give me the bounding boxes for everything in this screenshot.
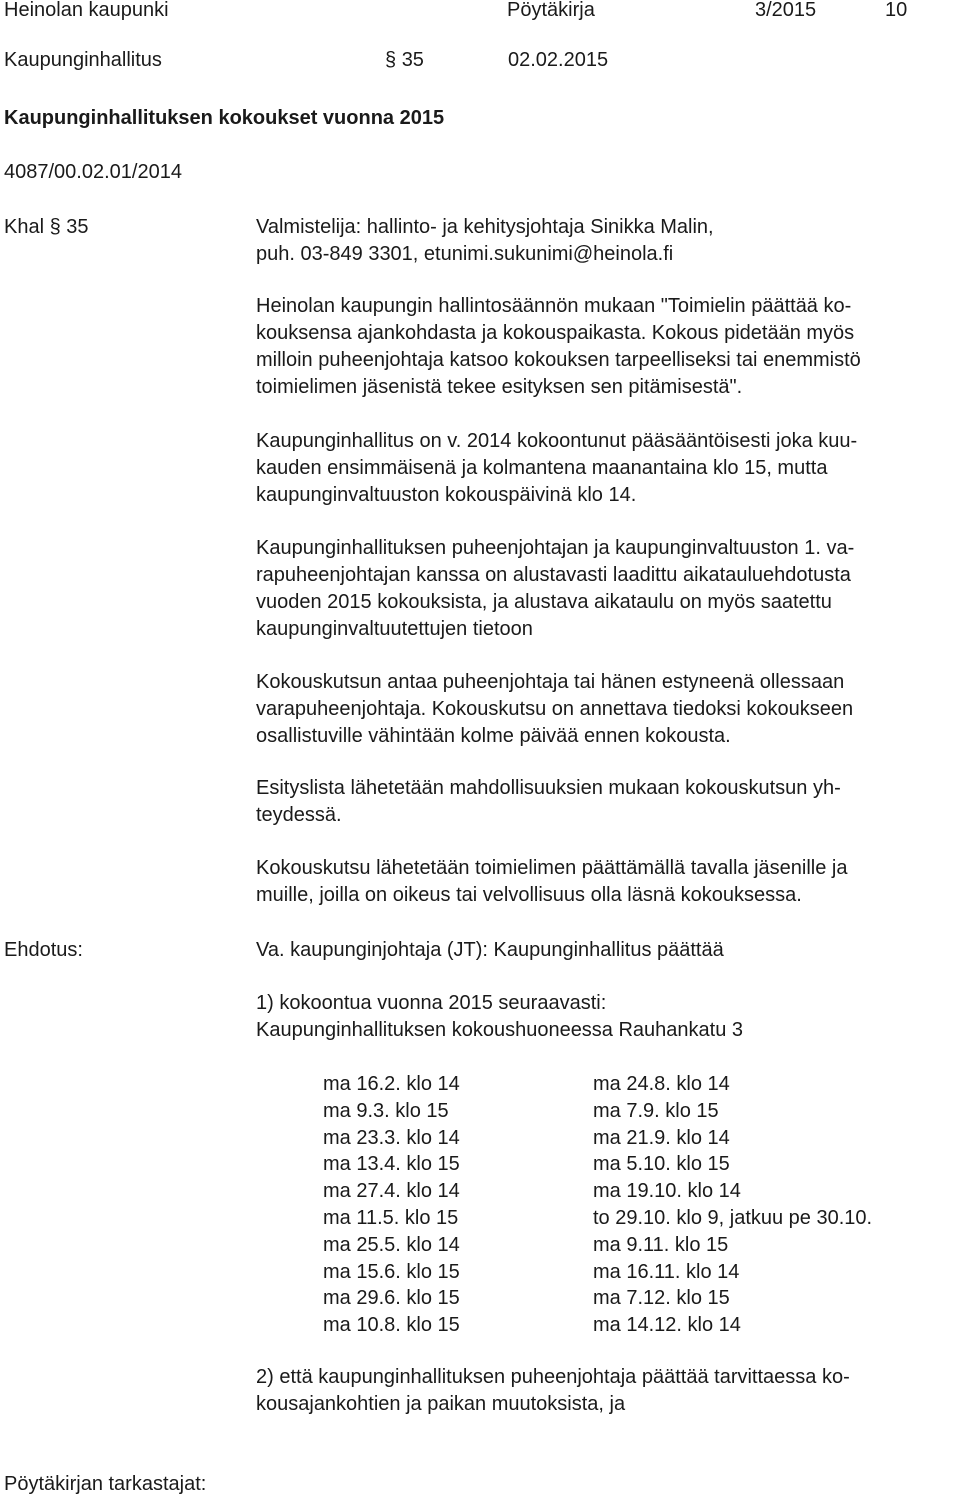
meeting-date-item: to 29.10. klo 9, jatkuu pe 30.10.: [593, 1206, 873, 1229]
case-number: 4087/00.02.01/2014: [4, 161, 182, 183]
paragraph-line: vuoden 2015 kokouksista, ja alustava aikataulu on myös saatettu: [256, 591, 832, 613]
section-number: § 35: [385, 49, 424, 71]
page-title: Kaupunginhallituksen kokoukset vuonna 2015: [4, 107, 445, 129]
paragraph-line: Kaupunginhallitus on v. 2014 kokoontunut pääsääntöisesti joka kuu-: [256, 430, 858, 452]
paragraph-delivery: [256, 855, 956, 909]
paragraph-line: kouksensa ajankohdasta ja kokouspaikasta. Kokous pidetään myös: [256, 322, 855, 344]
meeting-date-item: ma 7.12. klo 15: [593, 1287, 730, 1310]
meeting-date-item: ma 16.2. klo 14: [323, 1073, 460, 1095]
paragraph-line: osallistuville vähintään kolme päivää ennen kokousta.: [256, 725, 731, 747]
meeting-date-item: ma 27.4. klo 14: [323, 1180, 460, 1203]
paragraph-line: varapuheenjohtaja. Kokouskutsu on annettava tiedoksi kokoukseen: [256, 698, 854, 720]
paragraph-agenda: [256, 775, 956, 829]
meeting-date-item: ma 29.6. klo 15: [323, 1287, 460, 1310]
paragraph-2014-schedule: [256, 428, 956, 509]
body-name: Kaupunginhallitus: [4, 49, 162, 71]
page-number: 10: [885, 0, 908, 21]
proposal-line: kousajankohtien ja paikan muutoksista, ja: [256, 1393, 626, 1415]
proposal-label: Ehdotus:: [4, 939, 83, 961]
paragraph-rules: [256, 293, 956, 401]
proposal-line: 1) kokoontua vuonna 2015 seuraavasti:: [256, 992, 607, 1014]
meeting-date-item: ma 10.8. klo 15: [323, 1314, 460, 1337]
paragraph-line: kauden ensimmäisenä ja kolmantena maanantaina klo 15, mutta: [256, 457, 828, 479]
paragraph-line: kaupunginvaltuuston kokouspäivinä klo 14.: [256, 484, 637, 506]
paragraph-line: teydessä.: [256, 804, 342, 826]
meeting-dates-left: [323, 1071, 460, 1339]
proposal-item-1: [256, 990, 956, 1044]
meeting-date-item: ma 13.4. klo 15: [323, 1153, 460, 1176]
document-type: Pöytäkirja: [507, 0, 595, 21]
paragraph-line: Kaupunginhallituksen puheenjohtajan ja kaupunginvaltuuston 1. va-: [256, 537, 855, 559]
meeting-date-item: ma 19.10. klo 14: [593, 1180, 741, 1203]
paragraph-line: milloin puheenjohtaja katsoo kokouksen tarpeelliseksi tai enemmistö: [256, 349, 861, 371]
preparer-line: puh. 03-849 3301, etunimi.sukunimi@heinola.fi: [256, 243, 674, 265]
proposal-line: Kaupunginhallituksen kokoushuoneessa Rauhankatu 3: [256, 1019, 744, 1041]
meeting-date-item: ma 7.9. klo 15: [593, 1099, 719, 1122]
meeting-date-item: ma 25.5. klo 14: [323, 1233, 460, 1256]
proposal-intro-line: Va. kaupunginjohtaja (JT): Kaupunginhallitus päättää: [256, 939, 724, 961]
organization-name: Heinolan kaupunki: [4, 0, 169, 21]
paragraph-invitation: [256, 669, 956, 750]
paragraph-draft-schedule: [256, 535, 956, 643]
meeting-date: 02.02.2015: [508, 49, 609, 71]
preparer-paragraph: [256, 214, 956, 268]
meeting-date-item: ma 9.11. klo 15: [593, 1233, 729, 1256]
paragraph-line: Esityslista lähetetään mahdollisuuksien mukaan kokouskutsun yh-: [256, 777, 841, 799]
meeting-date-item: ma 15.6. klo 15: [323, 1260, 460, 1283]
paragraph-line: kaupunginvaltuutettujen tietoon: [256, 618, 533, 640]
meeting-date-item: ma 16.11. klo 14: [593, 1260, 740, 1283]
meeting-date-item: ma 5.10. klo 15: [593, 1153, 730, 1176]
paragraph-line: toimielimen jäsenistä tekee esityksen sen pitämisestä".: [256, 376, 743, 398]
paragraph-line: Heinolan kaupungin hallintosäännön mukaan "Toimielin päättää ko-: [256, 295, 852, 317]
paragraph-line: Kokouskutsun antaa puheenjohtaja tai hänen estyneenä ollessaan: [256, 671, 845, 693]
proposal-intro: [256, 937, 956, 964]
meeting-date-item: ma 23.3. klo 14: [323, 1126, 460, 1149]
paragraph-line: muille, joilla on oikeus tai velvollisuus olla läsnä kokouksessa.: [256, 884, 802, 906]
meeting-date-item: ma 24.8. klo 14: [593, 1073, 730, 1095]
paragraph-line: rapuheenjohtajan kanssa on alustavasti laadittu aikatauluehdotusta: [256, 564, 851, 586]
document-number: 3/2015: [755, 0, 817, 21]
meeting-date-item: ma 14.12. klo 14: [593, 1314, 741, 1337]
meeting-date-item: ma 11.5. klo 15: [323, 1206, 459, 1229]
proposal-item-2: [256, 1364, 956, 1418]
section-label: Khal § 35: [4, 216, 89, 238]
meeting-date-item: ma 21.9. klo 14: [593, 1126, 730, 1149]
meeting-date-item: ma 9.3. klo 15: [323, 1099, 449, 1122]
section-number-value: 35: [401, 49, 424, 71]
meeting-dates-right: [593, 1071, 872, 1339]
reviewers-label: Pöytäkirjan tarkastajat:: [4, 1473, 207, 1495]
paragraph-line: Kokouskutsu lähetetään toimielimen päättämällä tavalla jäsenille ja: [256, 857, 848, 879]
proposal-line: 2) että kaupunginhallituksen puheenjohtaja päättää tarvittaessa ko-: [256, 1366, 850, 1388]
preparer-line: Valmistelija: hallinto- ja kehitysjohtaja Sinikka Malin,: [256, 216, 714, 238]
